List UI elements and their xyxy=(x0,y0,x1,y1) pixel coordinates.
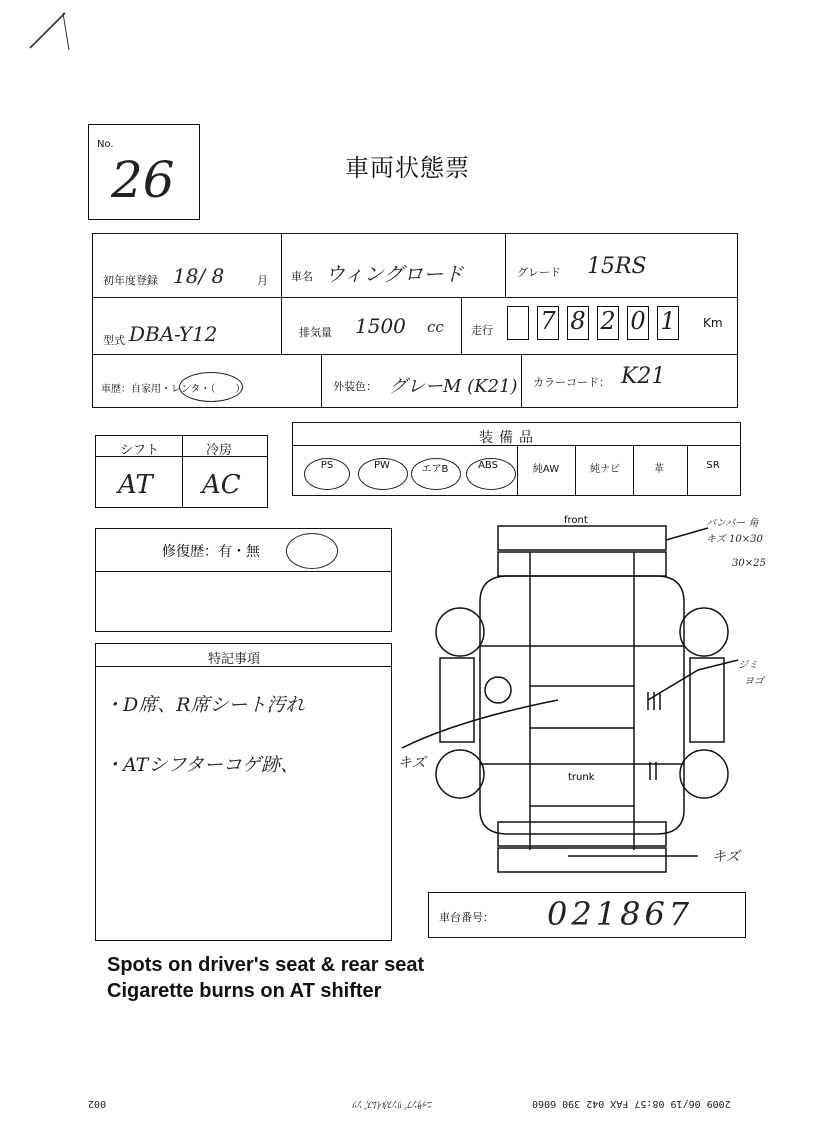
diagram-note: バンパー 角 xyxy=(706,518,759,529)
translation-line: Spots on driver's seat & rear seat xyxy=(107,954,425,976)
rear-left-wheel xyxy=(436,750,484,798)
page-title: 車両状態票 xyxy=(345,154,470,182)
front-left-wheel xyxy=(436,608,484,656)
ac-label: 冷房 xyxy=(206,443,233,458)
ac-value: AC xyxy=(202,470,241,500)
front-right-wheel xyxy=(680,608,728,656)
mileage-label: 走行 xyxy=(471,324,493,337)
mileage-digit: 7 xyxy=(537,306,559,340)
model-label: 型式 xyxy=(103,334,125,347)
translation-line: Cigarette burns on AT shifter xyxy=(107,980,382,1002)
shift-label: シフト xyxy=(120,443,160,458)
shift-value: AT xyxy=(118,470,153,500)
dent-mark xyxy=(485,677,511,703)
note-line: ・ATシフターコゲ跡、 xyxy=(104,754,300,776)
color-code-label: カラーコード： xyxy=(533,376,610,389)
car-name-value: ウィングロード xyxy=(325,262,464,286)
mileage-digit: 2 xyxy=(597,306,619,340)
number-label: No. xyxy=(97,139,114,150)
front-bumper xyxy=(498,526,666,550)
none-circle xyxy=(286,533,338,569)
special-notes-box xyxy=(95,643,392,941)
equipment-airbag: エアB xyxy=(421,464,449,475)
translation-note xyxy=(107,952,424,1004)
equipment-title: 装備品 xyxy=(479,430,539,446)
equipment-pw: PW xyxy=(374,460,390,471)
equipment-sr: SR xyxy=(706,460,720,471)
grade-value: 15RS xyxy=(587,254,647,279)
month-label: 月 xyxy=(257,274,268,287)
fax-sender: ﾆｯｻﾝﾌﾟﾘﾝｽﾀｲﾑｽﾞﾝｿ xyxy=(352,1098,432,1109)
fax-page-number: 002 xyxy=(88,1098,107,1109)
repair-history-box xyxy=(95,528,392,632)
rental-circle xyxy=(179,372,243,402)
first-registration-label: 初年度登録 xyxy=(103,274,158,287)
number-box xyxy=(88,124,200,220)
displacement-label: 排気量 xyxy=(299,326,332,339)
mileage-digit: 8 xyxy=(567,306,589,340)
grade-label: グレード xyxy=(517,266,561,279)
equipment-ps: PS xyxy=(320,460,334,471)
ps-circle xyxy=(304,458,350,490)
hood-front xyxy=(498,552,666,576)
diagram-note: 30×25 xyxy=(732,558,766,569)
right-mirror-panel xyxy=(690,658,724,742)
model-value: DBA-Y12 xyxy=(129,322,218,346)
chassis-value: 021867 xyxy=(547,895,694,933)
first-registration-value: 18/ 8 xyxy=(173,264,225,288)
equipment-abs: ABS xyxy=(478,460,498,471)
front-label: front xyxy=(564,515,588,526)
equipment-genuine-aw: 純AW xyxy=(532,464,560,475)
mileage-digit: 0 xyxy=(627,306,649,340)
rear-right-wheel xyxy=(680,750,728,798)
equipment-leather: 革 xyxy=(654,464,664,475)
pw-circle xyxy=(358,458,408,490)
diagram-note: キズ 10×30 xyxy=(706,534,763,545)
rear-bumper xyxy=(498,848,666,872)
chassis-label: 車台番号： xyxy=(439,911,494,924)
color-code-value: K21 xyxy=(621,364,666,389)
exterior-color-value: グレーM (K21) xyxy=(389,376,518,397)
mileage-digits xyxy=(507,306,679,340)
mileage-digit: 1 xyxy=(657,306,679,340)
diagram-note: ヨゴ xyxy=(744,676,764,687)
mileage-unit: Km xyxy=(703,316,723,330)
fax-header-line: 2009 06/19 08:57 FAX 042 390 6060 xyxy=(532,1098,731,1109)
abs-circle xyxy=(466,458,516,490)
equipment-table xyxy=(292,422,741,496)
airbag-circle xyxy=(411,458,461,490)
displacement-value: 1500 xyxy=(355,314,406,338)
special-notes-label: 特記事項 xyxy=(208,652,261,667)
note-line: ・D席、R席シート汚れ xyxy=(104,694,305,716)
vehicle-info-table xyxy=(92,233,738,408)
shift-ac-table xyxy=(95,435,268,508)
bumper-pointer xyxy=(666,528,708,540)
displacement-unit: cc xyxy=(427,318,444,336)
repair-history-label: 修復歴：有・無 xyxy=(162,544,260,560)
mileage-digit xyxy=(507,306,529,340)
diagram-note: ジミ xyxy=(738,660,758,671)
corner-mark xyxy=(25,8,75,58)
number-value: 26 xyxy=(111,151,175,209)
chassis-number-box xyxy=(428,892,746,938)
trunk-label: trunk xyxy=(568,772,595,783)
exterior-color-label: 外装色： xyxy=(333,380,377,393)
vehicle-history-label: 車歴：自家用・レンタ・（ ） xyxy=(101,384,246,395)
car-name-label: 車名 xyxy=(291,270,313,283)
diagram-note: キズ xyxy=(712,849,740,865)
diagram-note: キズ xyxy=(398,755,426,771)
equipment-genuine-navi: 純ナビ xyxy=(590,464,620,475)
